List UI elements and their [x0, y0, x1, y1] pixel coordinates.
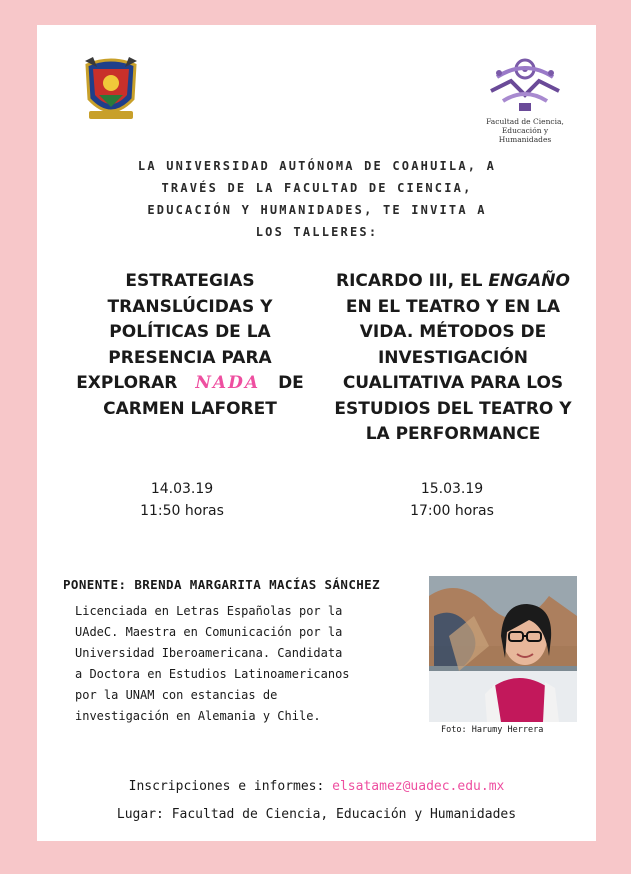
workshop-1-title: ESTRATEGIAS TRANSLÚCIDAS Y POLÍTICAS DE LA PRESENCIA PARA EXPLORAR NADA DE CARMEN LAFORET — [76, 271, 304, 419]
invitation-intro — [97, 155, 537, 243]
italic-engano: ENGAÑO — [488, 271, 570, 291]
university-crest-icon — [83, 55, 139, 125]
speaker-label: PONENTE: BRENDA MARGARITA MACÍAS SÁNCHEZ — [63, 577, 381, 592]
contact-email-link[interactable]: elsatamez@uadec.edu.mx — [332, 779, 505, 794]
workshop-2-date: 15.03.19 — [420, 481, 484, 497]
workshop-2-time: 17:00 horas — [410, 503, 494, 519]
speaker-photo — [429, 576, 577, 722]
registration-info — [37, 779, 596, 794]
poster-card — [37, 25, 596, 841]
intro-line: TRAVÉS DE LA FACULTAD DE CIENCIA, — [161, 181, 473, 195]
photo-caption: Foto: Harumy Herrera — [441, 725, 544, 735]
faculty-logo-text: Facultad de Ciencia, Educación y Humanidades — [486, 117, 564, 144]
speaker-bio: Licenciada en Letras Españolas por la UAdeC. Maestra en Comunicación por la Universidad Iberoamericana. Candidata a Doctora en Estudios Latinoamericanos por la UNAM con estancias de investigación en Alemania y Chile. — [75, 604, 350, 723]
workshop-1-schedule — [122, 478, 242, 522]
faculty-logo-icon — [483, 51, 567, 151]
workshop-2-title: RICARDO III, EL ENGAÑO EN EL TEATRO Y EN LA VIDA. MÉTODOS DE INVESTIGACIÓN CUALITATIVA PARA LOS ESTUDIOS DEL TEATRO Y LA PERFORMANCE — [334, 271, 572, 444]
registration-label: Inscripciones e informes: — [128, 779, 333, 794]
intro-line: EDUCACIÓN Y HUMANIDADES, TE INVITA A — [147, 203, 487, 217]
venue-info: Lugar: Facultad de Ciencia, Educación y Humanidades — [116, 807, 517, 822]
workshop-1-time: 11:50 horas — [140, 503, 224, 519]
book-title-nada: NADA — [195, 373, 261, 393]
intro-line: LOS TALLERES: — [255, 225, 379, 239]
workshop-2-schedule — [392, 478, 512, 522]
workshop-1-date: 14.03.19 — [150, 481, 214, 497]
intro-line: LA UNIVERSIDAD AUTÓNOMA DE COAHUILA, A — [137, 159, 497, 173]
